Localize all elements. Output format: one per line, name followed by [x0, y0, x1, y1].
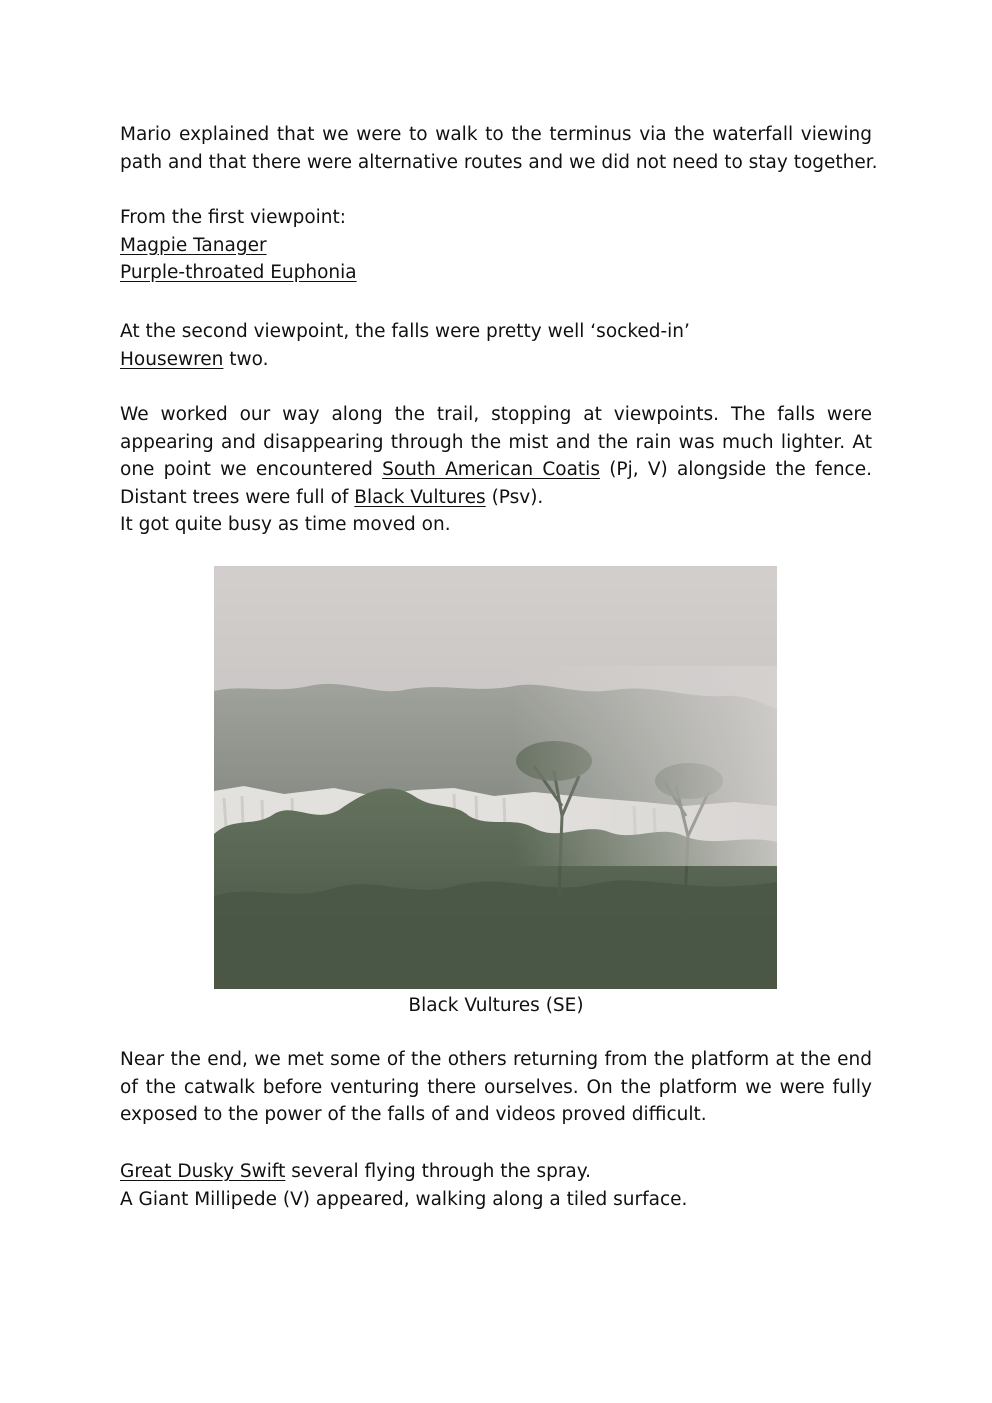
paragraph-second-viewpoint: [120, 318, 872, 373]
species-name: Black Vultures: [354, 486, 486, 508]
species-name: Housewren: [120, 348, 224, 370]
species-name: South American Coatis: [382, 459, 600, 480]
photo-caption: Black Vultures (SE): [408, 995, 584, 1016]
text-line: We worked our way along the trail, stopping at viewpoints. The falls were: [120, 404, 872, 425]
text-line: path and that there were alternative routes and we did not need to stay together.: [120, 151, 878, 173]
species-note: several flying through the spray.: [285, 1161, 591, 1182]
paragraph-intro: [120, 121, 878, 176]
paragraph-first-viewpoint: [120, 204, 872, 287]
paragraph-swift: [120, 1158, 872, 1213]
text-line: Near the end, we met some of the others returning from the platform at the end: [120, 1049, 872, 1070]
species-name: Purple-throated Euphonia: [120, 262, 357, 283]
waterfall-photo: [214, 566, 777, 989]
text-line: one point we encountered South American Coatis (Pj, V) alongside the fence.: [120, 459, 872, 480]
paragraph-platform: [120, 1046, 872, 1129]
viewpoint-heading: From the first viewpoint:: [120, 207, 347, 228]
text-line: A Giant Millipede (V) appeared, walking along a tiled surface.: [120, 1188, 688, 1210]
text-line: exposed to the power of the falls of and videos proved difficult.: [120, 1104, 707, 1125]
text-line: Mario explained that we were to walk to the terminus via the waterfall viewing: [120, 124, 872, 145]
species-note: two.: [223, 348, 269, 370]
text-line: of the catwalk before venturing there ourselves. On the platform we were fully: [120, 1076, 872, 1098]
text-line: It got quite busy as time moved on.: [120, 514, 451, 535]
text-line: Distant trees were full of Black Vultures (Psv).: [120, 486, 544, 508]
species-name: Magpie Tanager: [120, 234, 267, 256]
text-line: At the second viewpoint, the falls were pretty well ‘socked-in’: [120, 321, 690, 342]
paragraph-trail: [120, 401, 872, 539]
species-name: Great Dusky Swift: [120, 1161, 286, 1182]
text-line: appearing and disappearing through the mist and the rain was much lighter. At: [120, 431, 872, 453]
